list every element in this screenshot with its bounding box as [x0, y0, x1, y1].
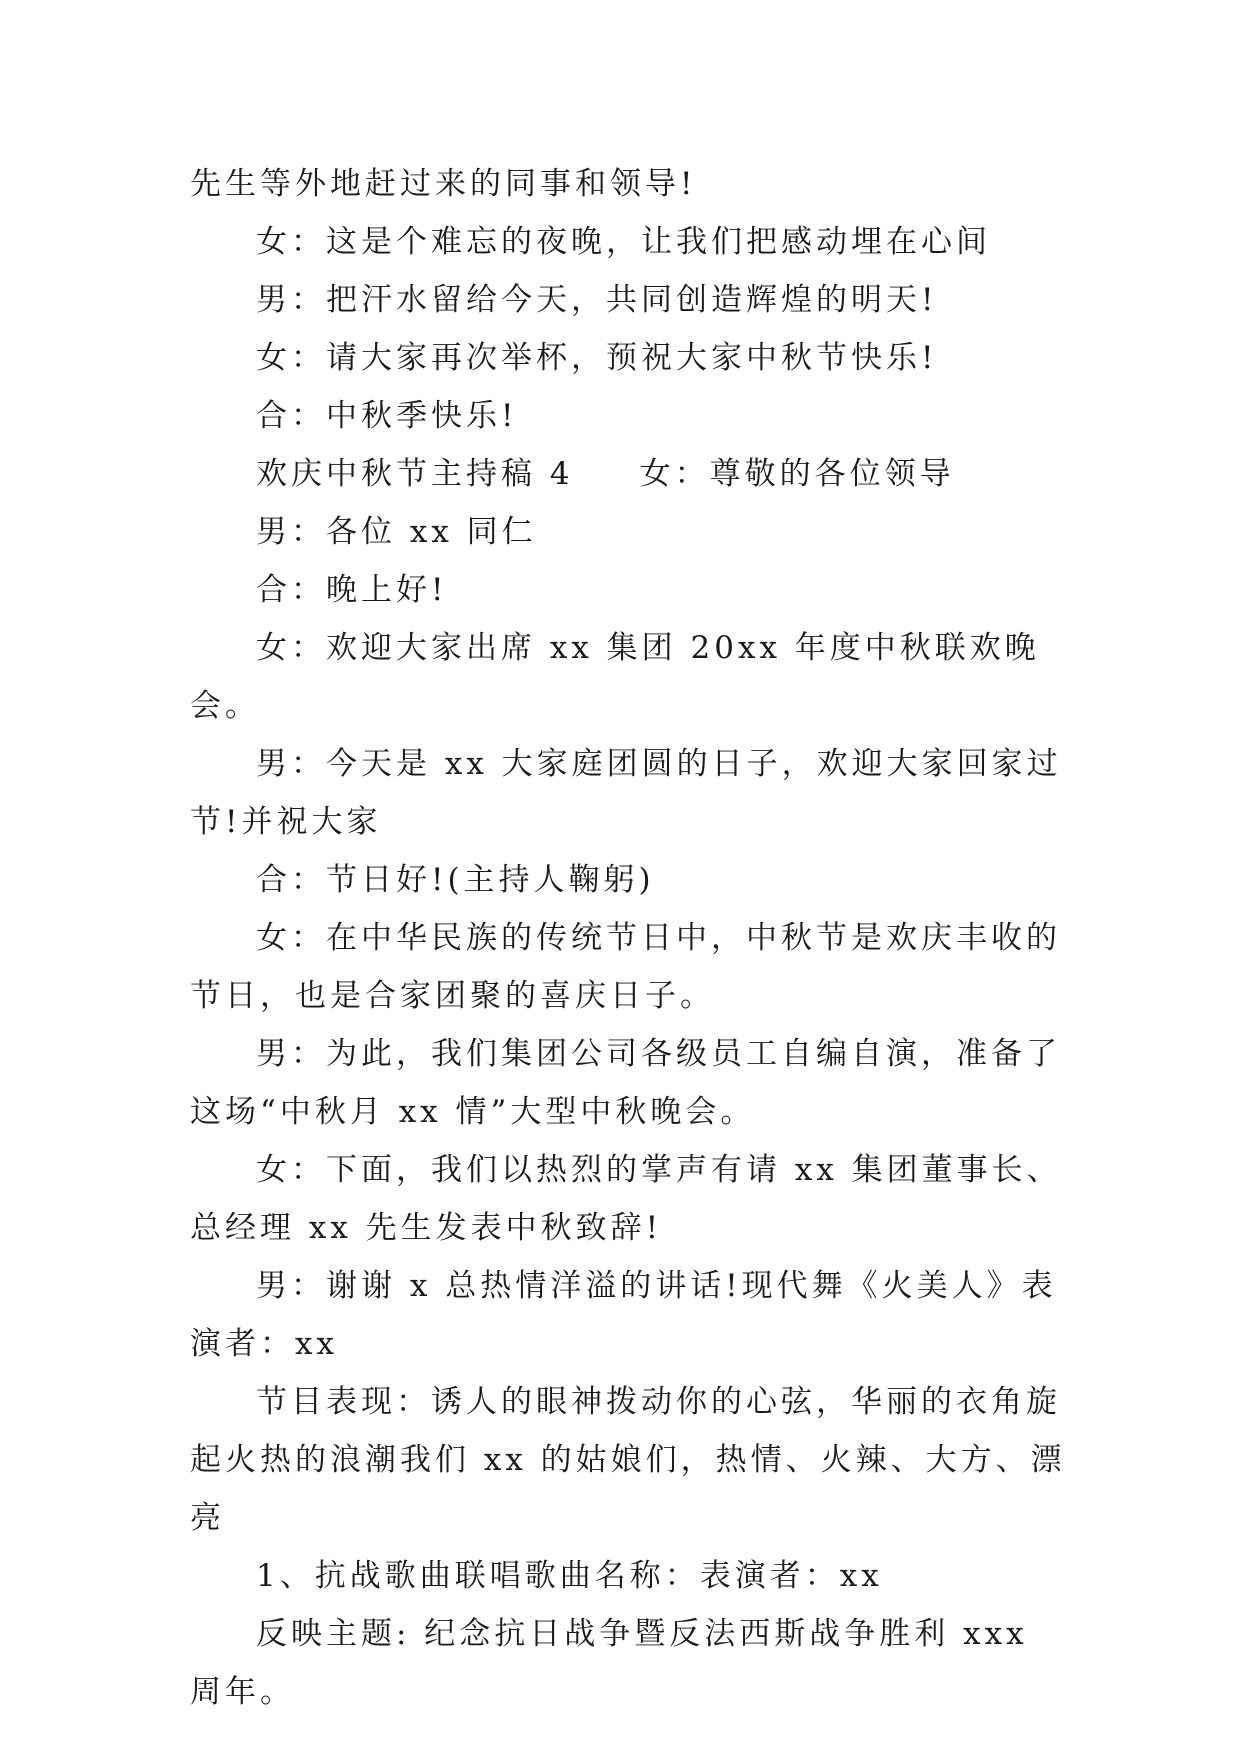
paragraph: 男：各位 xx 同仁 — [256, 514, 537, 550]
paragraph: 女：在中华民族的传统节日中，中秋节是欢庆丰收的节日，也是合家团聚的喜庆日子。 — [190, 920, 1061, 1014]
paragraph: 女：欢迎大家出席 xx 集团 20xx 年度中秋联欢晚会。 — [190, 630, 1040, 724]
paragraph: 1、抗战歌曲联唱歌曲名称：表演者：xx — [256, 1558, 883, 1594]
paragraph: 女：这是个难忘的夜晚，让我们把感动埋在心间 — [256, 224, 991, 260]
paragraph: 男：把汗水留给今天，共同创造辉煌的明天! — [256, 282, 938, 318]
document-body — [190, 155, 1070, 1721]
paragraph: 女：请大家再次举杯，预祝大家中秋节快乐! — [256, 340, 938, 376]
paragraph-continuation: 先生等外地赶过来的同事和领导! — [190, 166, 697, 202]
paragraph: 男：谢谢 x 总热情洋溢的讲话!现代舞《火美人》表演者：xx — [190, 1268, 1057, 1362]
paragraph: 男：今天是 xx 大家庭团圆的日子，欢迎大家回家过节!并祝大家 — [190, 746, 1062, 840]
section-first-line: 女：尊敬的各位领导 — [639, 456, 955, 492]
section-title: 欢庆中秋节主持稿 4 — [256, 456, 574, 492]
paragraph: 反映主题: 纪念抗日战争暨反法西斯战争胜利 xxx 周年。 — [190, 1616, 1028, 1710]
paragraph: 女：下面，我们以热烈的掌声有请 xx 集团董事长、总经理 xx 先生发表中秋致辞! — [190, 1152, 1062, 1246]
paragraph: 合：节日好!(主持人鞠躬) — [256, 862, 655, 898]
paragraph: 男：为此，我们集团公司各级员工自编自演，准备了这场“中秋月 xx 情”大型中秋晚会。 — [190, 1036, 1061, 1130]
paragraph: 节目表现：诱人的眼神拨动你的心弦，华丽的衣角旋起火热的浪潮我们 xx 的姑娘们，热情、火辣、大方、漂亮 — [190, 1384, 1066, 1536]
paragraph: 合：晚上好! — [256, 572, 448, 608]
section-heading-line — [190, 445, 1070, 503]
paragraph: 合：中秋季快乐! — [256, 398, 518, 434]
